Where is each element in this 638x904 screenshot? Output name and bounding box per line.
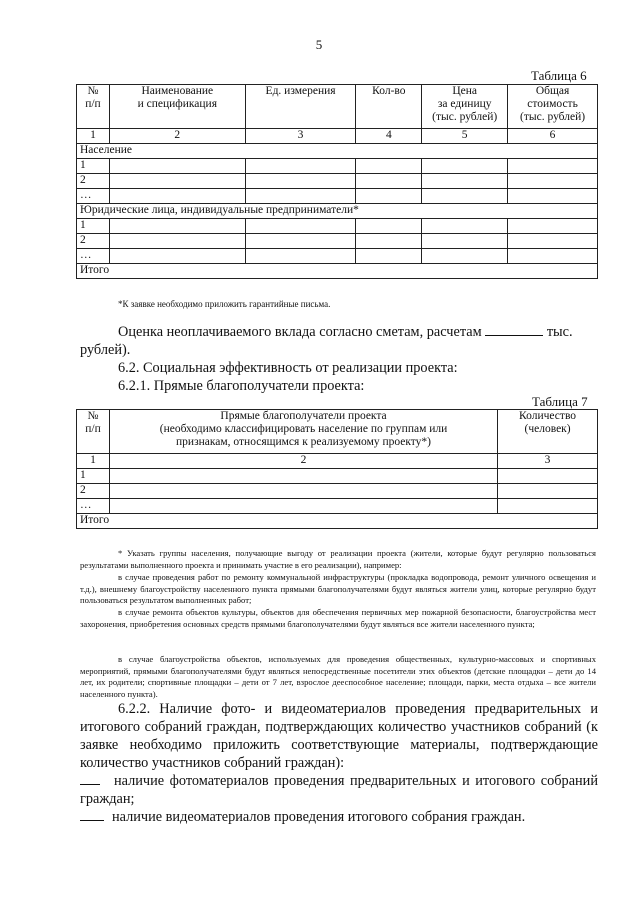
assessment-text: Оценка неоплачиваемого вклада согласно сметам, расчетам	[118, 324, 482, 340]
table-row	[77, 499, 598, 514]
table6-caption: Таблица 6	[531, 68, 587, 83]
table6-section-population: Население	[77, 144, 598, 159]
check-photo-text: наличие фотоматериалов проведения предварительных и итогового собраний граждан;	[80, 773, 598, 807]
check-photo-blank	[80, 772, 100, 785]
table7-total-label: Итого	[77, 514, 598, 529]
page-number: 5	[315, 37, 323, 52]
assessment-blank	[485, 323, 543, 336]
table6-header: № п/п	[77, 85, 110, 129]
row-label: 2	[77, 234, 110, 249]
table6-col-number: 2	[109, 129, 245, 144]
assessment-line2: рублей).	[80, 342, 131, 358]
table7-header: Прямые благополучатели проекта (необходимо классифицировать население по группам или признакам, относящимся к реализуемому проекту*)	[109, 410, 497, 454]
check-video-line	[80, 808, 598, 826]
table6-col-number: 6	[508, 129, 598, 144]
assessment-unit: тыс.	[546, 324, 573, 340]
table7-number-row	[77, 454, 598, 469]
table6-section-legal-entities: Юридические лица, индивидуальные предприниматели*	[77, 204, 598, 219]
table7-footnote-item: в случае ремонта объектов культуры, объектов для обеспечения первичных мер пожарной безопасности, благоустройства мест захоронения, приобретения основных средств прямыми благополучателями будут являться все жители населенного пункта;	[80, 607, 596, 629]
table6-number-row	[77, 129, 598, 144]
table7	[76, 409, 598, 529]
table6-header: Ед. измерения	[245, 85, 356, 129]
check-photo-line	[80, 772, 598, 808]
table7-footnote-item: в случае благоустройства объектов, используемых для проведения общественных, культурно-массовых и спортивных мероприятий, прямыми благополучателями будут являться непосредственные посетители этих объектов (детские площадки – дети до 14 лет, их родители; спортивные площадки – дети от 7 лет, взрослое дееспособное население; площади, парки, места отдыха – все жители населенного пункта).	[80, 654, 596, 699]
row-label: 1	[77, 469, 110, 484]
table6-section-row	[77, 204, 598, 219]
table6-header: Цена за единицу (тыс. рублей)	[422, 85, 508, 129]
row-label: 2	[77, 484, 110, 499]
table6-col-number: 3	[245, 129, 356, 144]
table7-footnote-intro: * Указать группы населения, получающие выгоду от реализации проекта (жители, которые будут регулярно пользоваться результатами выполненного проекта и принимать участие в его реализации), например:	[80, 548, 596, 570]
row-label: …	[77, 249, 110, 264]
table-row	[77, 174, 598, 189]
table7-col-number: 1	[77, 454, 110, 469]
table6-total-row	[77, 264, 598, 279]
heading-6-2: 6.2. Социальная эффективность от реализации проекта:	[118, 360, 458, 376]
table7-header: № п/п	[77, 410, 110, 454]
table-row	[77, 159, 598, 174]
table-row	[77, 219, 598, 234]
assessment-line	[118, 323, 598, 341]
table6-footnote: *К заявке необходимо приложить гарантийные письма.	[118, 299, 331, 309]
table6-col-number: 4	[356, 129, 422, 144]
table-row	[77, 469, 598, 484]
table7-col-number: 2	[109, 454, 497, 469]
row-label: 2	[77, 174, 110, 189]
table7-header-row	[77, 410, 598, 454]
table-row	[77, 234, 598, 249]
table-row	[77, 249, 598, 264]
table6-header: Общая стоимость (тыс. рублей)	[508, 85, 598, 129]
table7-col-number: 3	[498, 454, 598, 469]
row-label: …	[77, 499, 110, 514]
table6-header-row	[77, 85, 598, 129]
row-label: …	[77, 189, 110, 204]
row-label: 1	[77, 219, 110, 234]
row-label: 1	[77, 159, 110, 174]
table6	[76, 84, 598, 279]
table6-header: Кол-во	[356, 85, 422, 129]
table6-total-label: Итого	[77, 264, 598, 279]
table6-col-number: 1	[77, 129, 110, 144]
para-6-2-2: 6.2.2. Наличие фото- и видеоматериалов проведения предварительных и итогового собраний граждан, подтверждающих количество участников собраний (к заявке необходимо приложить соответствующие материалы, подтверждающие количество участников собраний граждан):	[80, 701, 598, 771]
table6-header: Наименование и спецификация	[109, 85, 245, 129]
table-row	[77, 484, 598, 499]
table7-footnote-item: в случае проведения работ по ремонту коммунальной инфраструктуры (прокладка водопровода, ремонт уличного освещения и т.д.), внешнему благоустройству населенного пункта прямыми благополучателями будут являться жители улиц, которые регулярно будут пользоваться результатом выполненных работ;	[80, 572, 596, 606]
table6-section-row	[77, 144, 598, 159]
table7-caption: Таблица 7	[532, 394, 588, 409]
table6-col-number: 5	[422, 129, 508, 144]
table7-header: Количество (человек)	[498, 410, 598, 454]
table-row	[77, 189, 598, 204]
check-video-text: наличие видеоматериалов проведения итогового собрания граждан.	[112, 809, 526, 825]
table7-total-row	[77, 514, 598, 529]
heading-6-2-1: 6.2.1. Прямые благополучатели проекта:	[118, 378, 365, 394]
check-video-blank	[80, 808, 104, 821]
